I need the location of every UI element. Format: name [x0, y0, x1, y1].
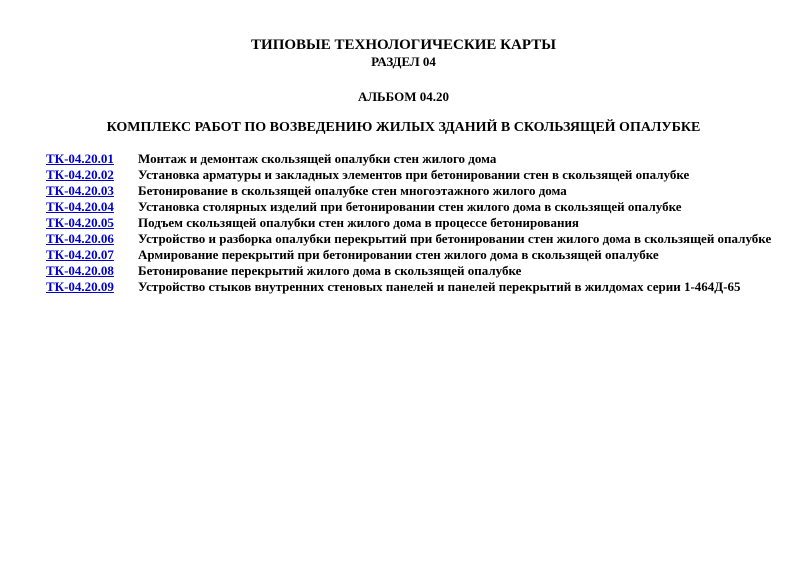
card-link[interactable]: ТК-04.20.09 [46, 279, 114, 294]
card-link[interactable]: ТК-04.20.07 [46, 247, 114, 262]
list-item [46, 215, 807, 231]
list-item [46, 247, 807, 263]
card-link[interactable]: ТК-04.20.05 [46, 215, 114, 230]
card-title: Устройство стыков внутренних стеновых панелей и панелей перекрытий в жилдомах серии 1-464Д-65 [138, 279, 741, 294]
card-link[interactable]: ТК-04.20.06 [46, 231, 114, 246]
list-item [46, 151, 807, 167]
card-list [46, 151, 807, 295]
list-item [46, 199, 807, 215]
card-title: Армирование перекрытий при бетонировании стен жилого дома в скользящей опалубке [138, 247, 659, 262]
card-title: Бетонирование перекрытий жилого дома в скользящей опалубке [138, 263, 522, 278]
list-item [46, 263, 807, 279]
list-item [46, 167, 807, 183]
card-title: Подъем скользящей опалубки стен жилого дома в процессе бетонирования [138, 215, 579, 230]
list-item [46, 231, 807, 247]
card-link[interactable]: ТК-04.20.01 [46, 151, 114, 166]
card-title: Бетонирование в скользящей опалубке стен многоэтажного жилого дома [138, 183, 567, 198]
card-link[interactable]: ТК-04.20.04 [46, 199, 114, 214]
card-link[interactable]: ТК-04.20.08 [46, 263, 114, 278]
card-title: Устройство и разборка опалубки перекрытий при бетонировании стен жилого дома в скользящей опалубке [138, 231, 772, 246]
list-item [46, 183, 807, 199]
section-label: РАЗДЕЛ 04 [371, 54, 436, 69]
card-link[interactable]: ТК-04.20.02 [46, 167, 114, 182]
card-title: Установка арматуры и закладных элементов при бетонировании стен в скользящей опалубке [138, 167, 690, 182]
card-link[interactable]: ТК-04.20.03 [46, 183, 114, 198]
card-title: Установка столярных изделий при бетонировании стен жилого дома в скользящей опалубке [138, 199, 682, 214]
card-title: Монтаж и демонтаж скользящей опалубки стен жилого дома [138, 151, 497, 166]
document-title: ТИПОВЫЕ ТЕХНОЛОГИЧЕСКИЕ КАРТЫ [251, 37, 556, 53]
list-item [46, 279, 807, 295]
album-title: КОМПЛЕКС РАБОТ ПО ВОЗВЕДЕНИЮ ЖИЛЫХ ЗДАНИЙ В СКОЛЬЗЯЩЕЙ ОПАЛУБКЕ [106, 120, 701, 135]
album-label: АЛЬБОМ 04.20 [357, 89, 450, 104]
